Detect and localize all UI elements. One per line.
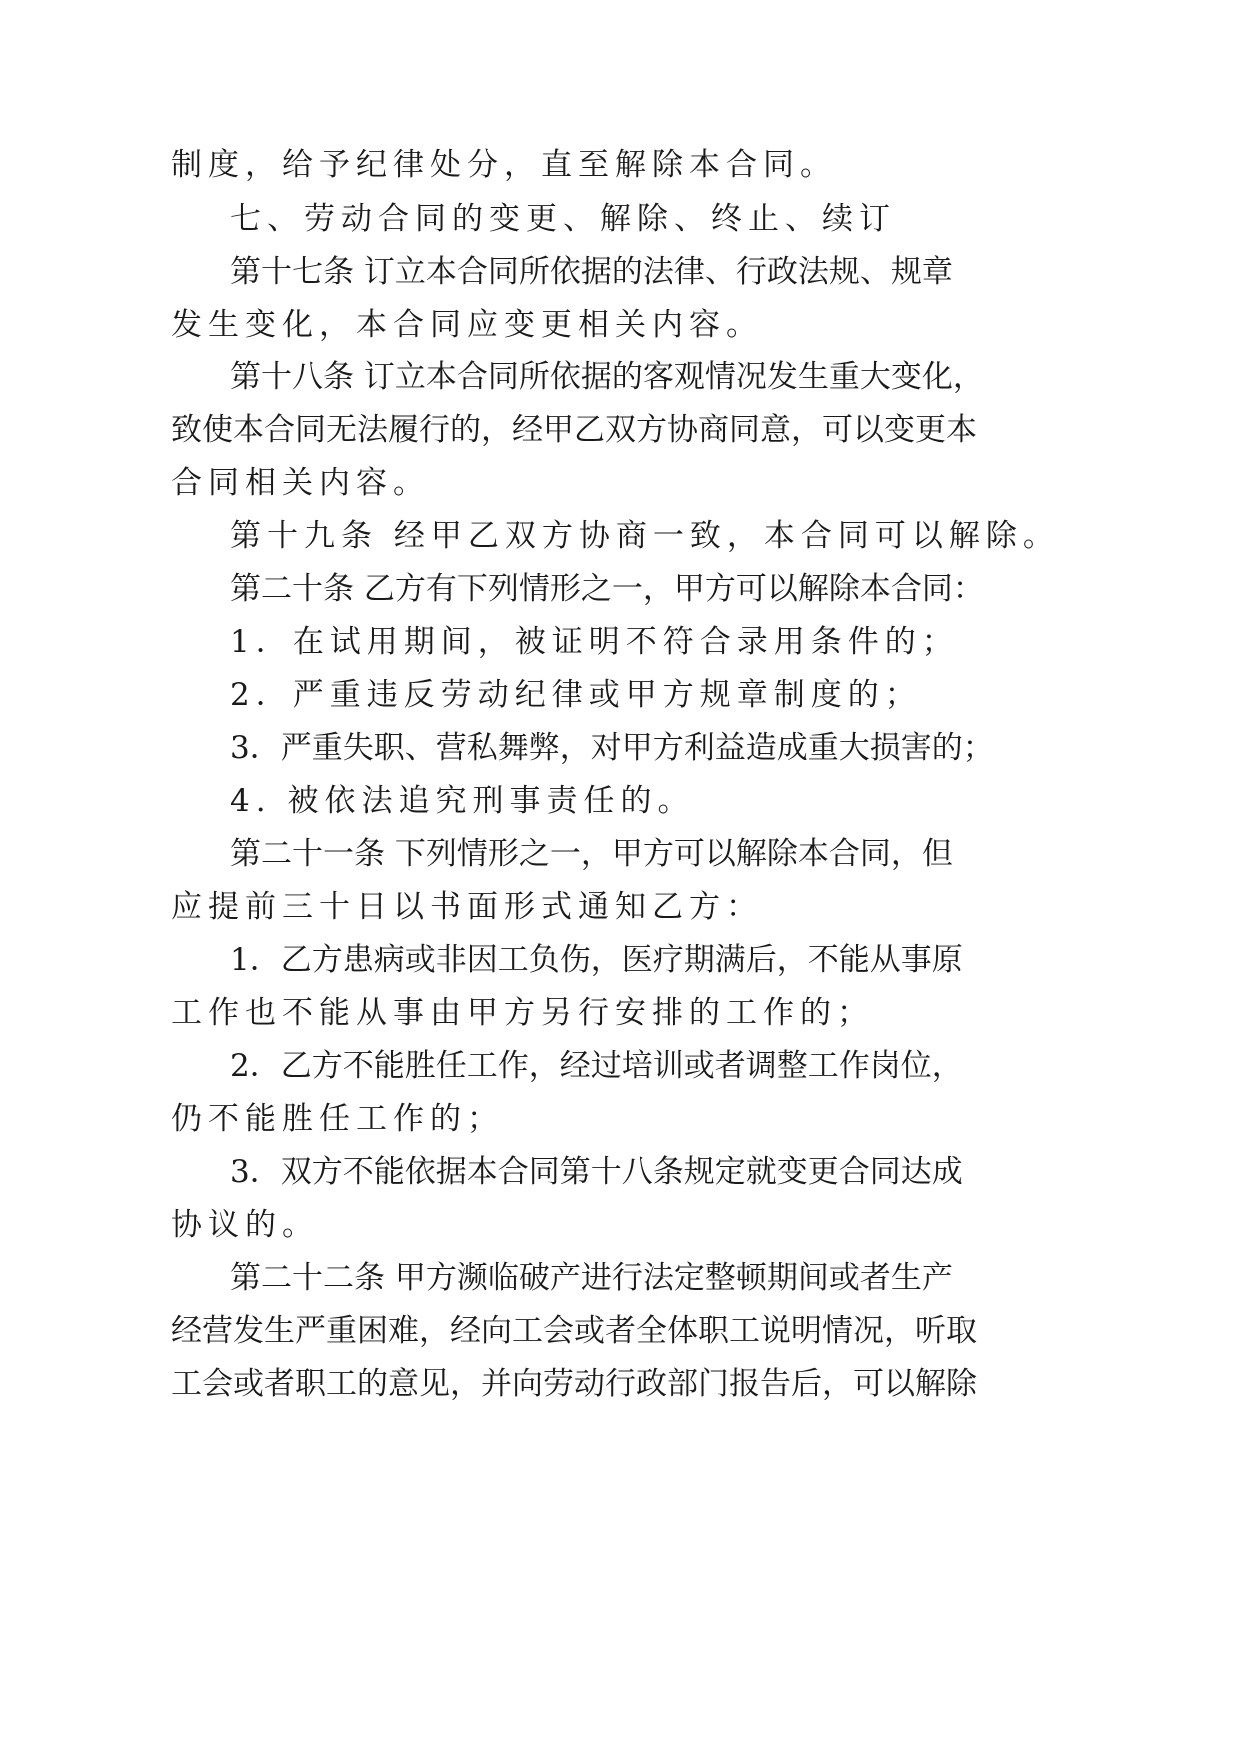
text-line-2: 七 、 劳 动 合 同 的 变 更 、 解 除 、 终 止 、 续 订 bbox=[230, 201, 890, 237]
text-line-4: 发 生 变 化 ， 本 合 同 应 变 更 相 关 内 容 。 bbox=[171, 307, 757, 343]
text-line-24: 工 会 或 者 职 工 的 意 见 ， 并 向 劳 动 行 政 部 门 报 告 后 ， 可 以 解 除 bbox=[171, 1366, 977, 1402]
text-line-14: 第 二 十 一 条 下 列 情 形 之 一 ， 甲 方 可 以 解 除 本 合 同 ， 但 bbox=[230, 836, 953, 872]
text-line-17: 工 作 也 不 能 从 事 由 甲 方 另 行 安 排 的 工 作 的 ； bbox=[171, 995, 868, 1031]
text-line-7: 合 同 相 关 内 容 。 bbox=[171, 465, 424, 501]
text-line-15: 应 提 前 三 十 日 以 书 面 形 式 通 知 乙 方 ： bbox=[171, 889, 757, 925]
text-line-19: 仍 不 能 胜 任 工 作 的 ； bbox=[171, 1101, 498, 1137]
text-line-20: 3 ． 双 方 不 能 依 据 本 合 同 第 十 八 条 规 定 就 变 更 合 同 达 成 bbox=[230, 1154, 963, 1190]
text-line-11: 2 ． 严 重 违 反 劳 动 纪 律 或 甲 方 规 章 制 度 的 ； bbox=[230, 677, 916, 713]
text-line-18: 2 ． 乙 方 不 能 胜 任 工 作 ， 经 过 培 训 或 者 调 整 工 作 岗 位 ， bbox=[230, 1048, 963, 1084]
text-line-10: 1 ． 在 试 用 期 间 ， 被 证 明 不 符 合 录 用 条 件 的 ； bbox=[230, 624, 953, 660]
text-line-23: 经 营 发 生 严 重 困 难 ， 经 向 工 会 或 者 全 体 职 工 说 明 情 况 ， 听 取 bbox=[171, 1313, 977, 1349]
text-line-3: 第 十 七 条 订 立 本 合 同 所 依 据 的 法 律 、 行 政 法 规 、 规 章 bbox=[230, 254, 953, 290]
text-line-8: 第 十 九 条 经 甲 乙 双 方 协 商 一 致 ， 本 合 同 可 以 解 除 。 bbox=[230, 518, 1054, 554]
text-line-21: 协 议 的 。 bbox=[171, 1207, 313, 1243]
text-line-16: 1 ． 乙 方 患 病 或 非 因 工 负 伤 ， 医 疗 期 满 后 ， 不 能 从 事 原 bbox=[230, 942, 963, 978]
text-line-5: 第 十 八 条 订 立 本 合 同 所 依 据 的 客 观 情 况 发 生 重 大 变 化 ， bbox=[230, 359, 984, 395]
text-line-1: 制 度 ， 给 予 纪 律 处 分 ， 直 至 解 除 本 合 同 。 bbox=[171, 147, 831, 183]
text-line-22: 第 二 十 二 条 甲 方 濒 临 破 产 进 行 法 定 整 顿 期 间 或 者 生 产 bbox=[230, 1260, 953, 1296]
text-line-13: 4 . 被 依 法 追 究 刑 事 责 任 的 。 bbox=[230, 783, 689, 819]
text-line-6: 致 使 本 合 同 无 法 履 行 的 ， 经 甲 乙 双 方 协 商 同 意 ， 可 以 变 更 本 bbox=[171, 412, 977, 448]
text-line-12: 3 ． 严 重 失 职 、 营 私 舞 弊 ， 对 甲 方 利 益 造 成 重 大 损 害 的 ； bbox=[230, 730, 994, 766]
text-line-9: 第 二 十 条 乙 方 有 下 列 情 形 之 一 ， 甲 方 可 以 解 除 本 合 同 ： bbox=[230, 571, 984, 607]
